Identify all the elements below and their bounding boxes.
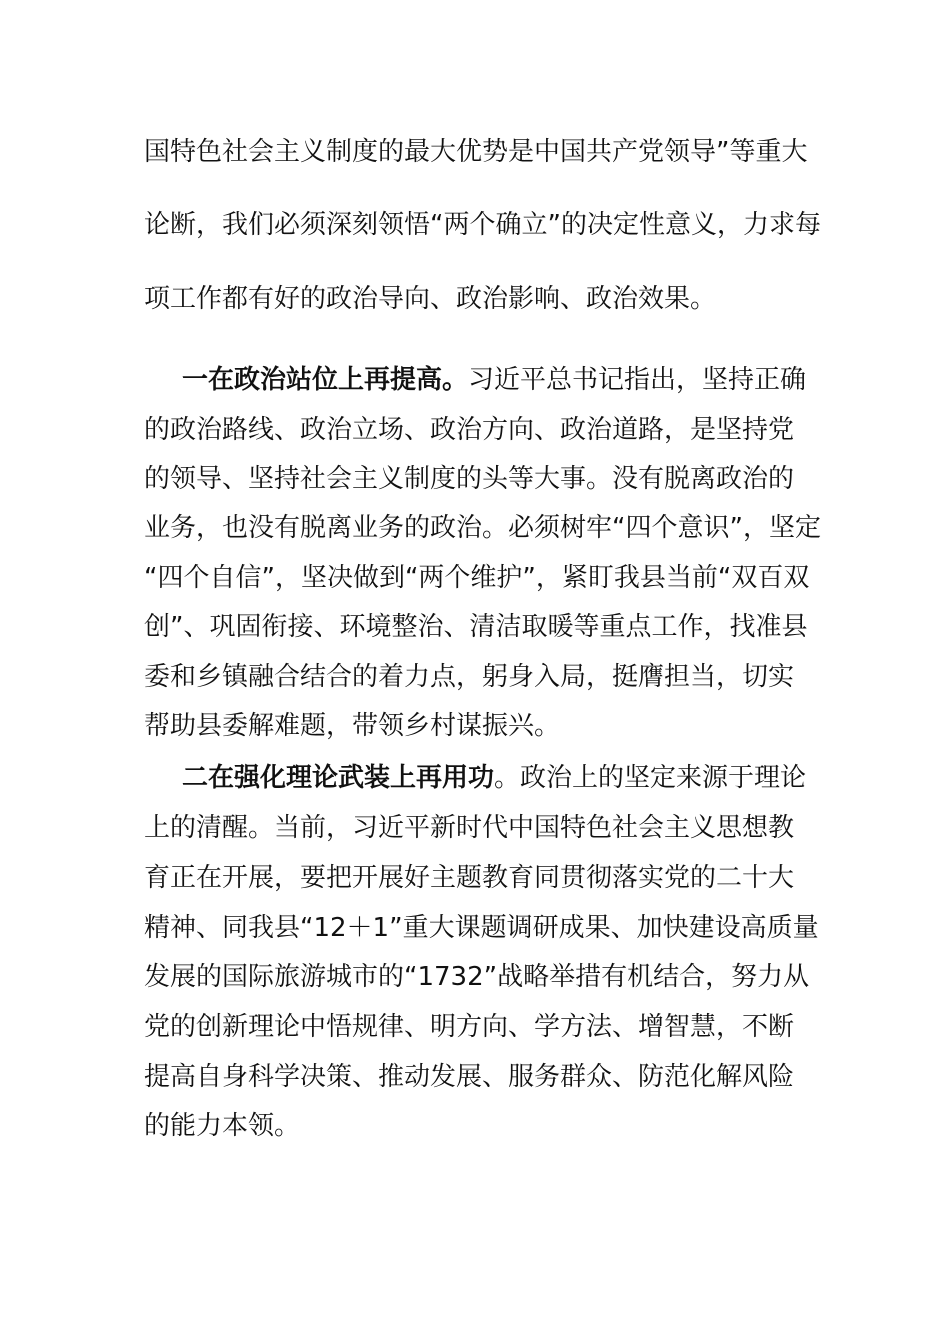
intro-line: 国特色社会主义制度的最大优势是中国共产党领导”等重大 (144, 137, 808, 167)
section-one-first-line-text: 习近平总书记指出，坚持正确 (468, 365, 807, 395)
section-two-line: 的能力本领。 (144, 1111, 301, 1141)
section-two-first-line (182, 762, 806, 794)
section-one-line: 委和乡镇融合结合的着力点，躬身入局，挺膺担当，切实 (144, 662, 795, 692)
section-two-line: 党的创新理论中悟规律、明方向、学方法、增智慧，不断 (144, 1012, 795, 1042)
section-one-heading: 一在政治站位上再提高。 (182, 365, 469, 395)
section-one-line: “四个自信”，坚决做到“两个维护”，紧盯我县当前“双百双 (144, 563, 810, 593)
section-one-first-line (182, 364, 806, 396)
section-two-first-line-text: 。政治上的坚定来源于理论 (494, 763, 807, 793)
section-two-line: 上的清醒。当前，习近平新时代中国特色社会主义思想教 (144, 813, 795, 843)
section-one-line: 创”、巩固衔接、环境整治、清洁取暖等重点工作，找准县 (144, 612, 808, 642)
section-one-line: 的政治路线、政治立场、政治方向、政治道路，是坚持党 (144, 415, 795, 445)
section-one-line: 业务，也没有脱离业务的政治。必须树牢“四个意识”，坚定 (144, 513, 821, 543)
section-two-line: 发展的国际旅游城市的“1732”战略举措有机结合，努力从 (144, 962, 810, 992)
section-two-line: 提高自身科学决策、推动发展、服务群众、防范化解风险 (144, 1062, 795, 1092)
section-one-line: 的领导、坚持社会主义制度的头等大事。没有脱离政治的 (144, 464, 795, 494)
intro-line: 论断，我们必须深刻领悟“两个确立”的决定性意义，力求每 (144, 210, 821, 240)
section-two-heading: 二在强化理论武装上再用功 (182, 763, 495, 793)
section-one-line: 帮助县委解难题，带领乡村谋振兴。 (144, 711, 561, 741)
section-two-line: 育正在开展，要把开展好主题教育同贯彻落实党的二十大 (144, 863, 795, 893)
intro-line: 项工作都有好的政治导向、政治影响、政治效果。 (144, 284, 717, 314)
section-two-line: 精神、同我县“12＋1”重大课题调研成果、加快建设高质量 (144, 913, 819, 943)
